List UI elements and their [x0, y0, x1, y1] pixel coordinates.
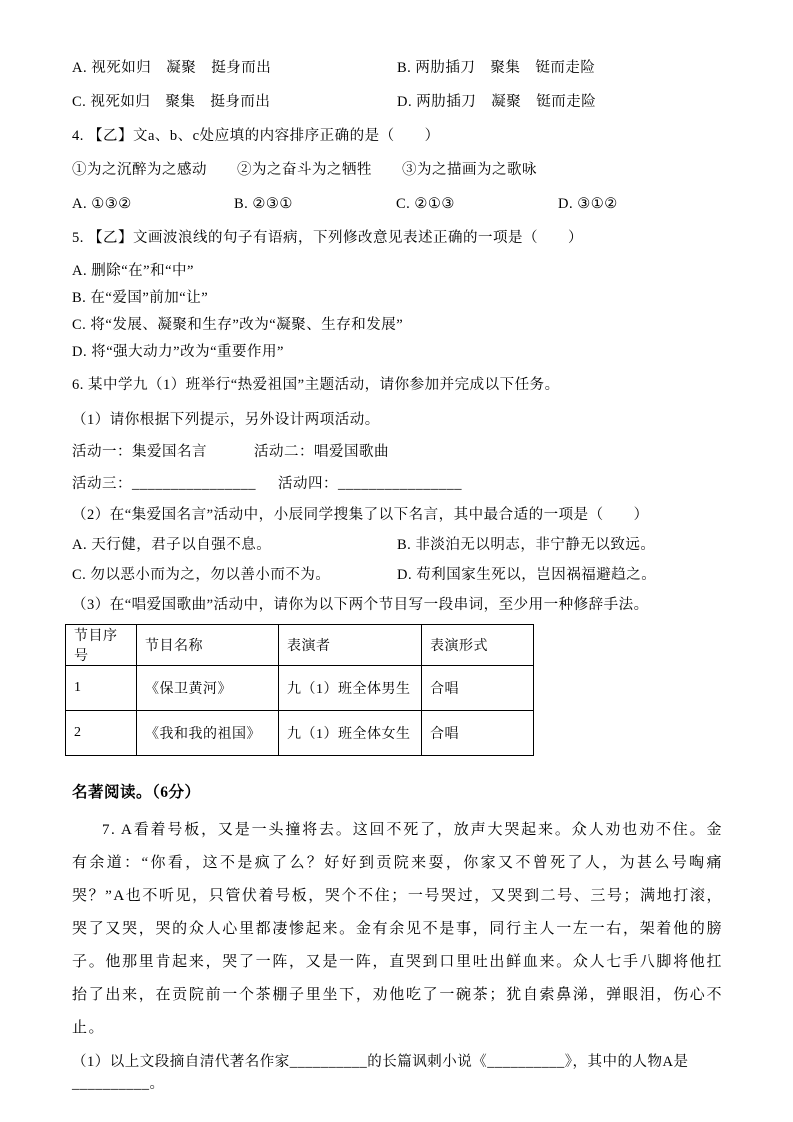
- row1-form: 合唱: [422, 666, 534, 711]
- q5-option-b: B. 在“爱国”前加“让”: [72, 290, 209, 306]
- program-table: [65, 624, 534, 756]
- col-header-program-number: 节目序号: [66, 625, 137, 666]
- q6-task2-option-c: C. 勿以恶小而为之，勿以善小而不为。: [72, 567, 331, 583]
- q7-part1: （1）以上文段摘自清代著名作家__________的长篇讽刺小说《__________》，其中的人物A是__________。: [72, 1054, 689, 1092]
- col-header-program-name: 节目名称: [137, 625, 279, 666]
- q5-stem: 5. 【乙】文画波浪线的句子有语病，下列修改意见表述正确的一项是（ ）: [72, 230, 583, 246]
- q3-options-row-cd: [72, 92, 723, 113]
- row2-performers: 九（1）班全体女生: [279, 711, 422, 756]
- q6-task3: （3）在“唱爱国歌曲”活动中，请你为以下两个节目写一段串词，至少用一种修辞手法。: [72, 597, 649, 613]
- q3-option-b: B. 两肋插刀 聚集 铤而走险: [397, 60, 596, 76]
- row2-number: 2: [66, 711, 137, 756]
- q6-blank-activities: [72, 474, 723, 495]
- row1-name: 《保卫黄河》: [137, 666, 279, 711]
- q6-activity-4-blank: 活动四：________________: [278, 476, 462, 492]
- row1-number: 1: [66, 666, 137, 711]
- row2-form: 合唱: [422, 711, 534, 756]
- q3-option-a: A. 视死如归 凝聚 挺身而出: [72, 60, 272, 76]
- program-table-header-row: [66, 625, 534, 666]
- q6-stem: 6. 某中学九（1）班举行“热爱祖国”主题活动，请你参加并完成以下任务。: [72, 377, 560, 393]
- q7-passage: 7. A看着号板，又是一头撞将去。这回不死了，放声大哭起来。众人劝也劝不住。金有余道：“你看，这不是疯了么？好好到贡院来耍，你家又不曾死了人，为甚么号啕痛哭？”A也不听见，只管伏着号板，哭个不住；一号哭过，又哭到二号、三号；满地打滚，哭了又哭，哭的众人心里都凄惨起来。金有余见不是事，同行主人一左一右，架着他的膀子。他那里肯起来，哭了一阵，又是一阵，直哭到口里吐出鲜血来。众人七手八脚将他扛抬了出来，在贡院前一个茶棚子里坐下，劝他吃了一碗茶；犹自索鼻涕，弹眼泪，伤心不止。: [72, 822, 723, 1036]
- q3-option-d: D. 两肋插刀 凝聚 铤而走险: [397, 94, 597, 110]
- section-heading-famous-works: 名著阅读。（6分）: [72, 784, 201, 801]
- q6-activity-3-blank: 活动三：________________: [72, 476, 256, 492]
- q3-option-c: C. 视死如归 聚集 挺身而出: [72, 94, 271, 110]
- q4-option-d: D. ③①②: [558, 196, 618, 212]
- row1-performers: 九（1）班全体男生: [279, 666, 422, 711]
- col-header-performance-form: 表演形式: [422, 625, 534, 666]
- q6-activity-2: 活动二：唱爱国歌曲: [254, 444, 389, 460]
- q5-option-d: D. 将“强大动力”改为“重要作用”: [72, 344, 284, 360]
- q6-task2-option-a: A. 天行健，君子以自强不息。: [72, 537, 272, 553]
- q4-option-c: C. ②①③: [396, 196, 455, 212]
- q4-option-a: A. ①③②: [72, 196, 132, 212]
- q5-option-c: C. 将“发展、凝聚和生存”改为“凝聚、生存和发展”: [72, 317, 404, 333]
- q4-options-row: [72, 194, 723, 215]
- q6-task2-options-cd: [72, 565, 723, 586]
- row2-name: 《我和我的祖国》: [137, 711, 279, 756]
- q4-items: ①为之沉醉为之感动 ②为之奋斗为之牺牲 ③为之描画为之歌咏: [72, 162, 537, 178]
- q5-option-a: A. 删除“在”和“中”: [72, 263, 194, 279]
- col-header-performers: 表演者: [279, 625, 422, 666]
- q3-options-row-ab: [72, 58, 723, 79]
- q6-task2: （2）在“集爱国名言”活动中，小辰同学搜集了以下名言，其中最合适的一项是（ ）: [72, 507, 649, 523]
- table-row-2: [66, 711, 534, 756]
- q6-activity-1: 活动一：集爱国名言: [72, 444, 207, 460]
- q6-given-activities: [72, 442, 723, 463]
- q4-option-b: B. ②③①: [234, 196, 293, 212]
- q4-stem: 4. 【乙】文a、b、c处应填的内容排序正确的是（ ）: [72, 128, 440, 144]
- q6-task2-options-ab: [72, 535, 723, 556]
- q6-task2-option-d: D. 苟利国家生死以，岂因祸福避趋之。: [397, 567, 657, 583]
- q6-task1: （1）请你根据下列提示，另外设计两项活动。: [72, 412, 380, 428]
- table-row-1: [66, 666, 534, 711]
- q6-task2-option-b: B. 非淡泊无以明志，非宁静无以致远。: [397, 537, 656, 553]
